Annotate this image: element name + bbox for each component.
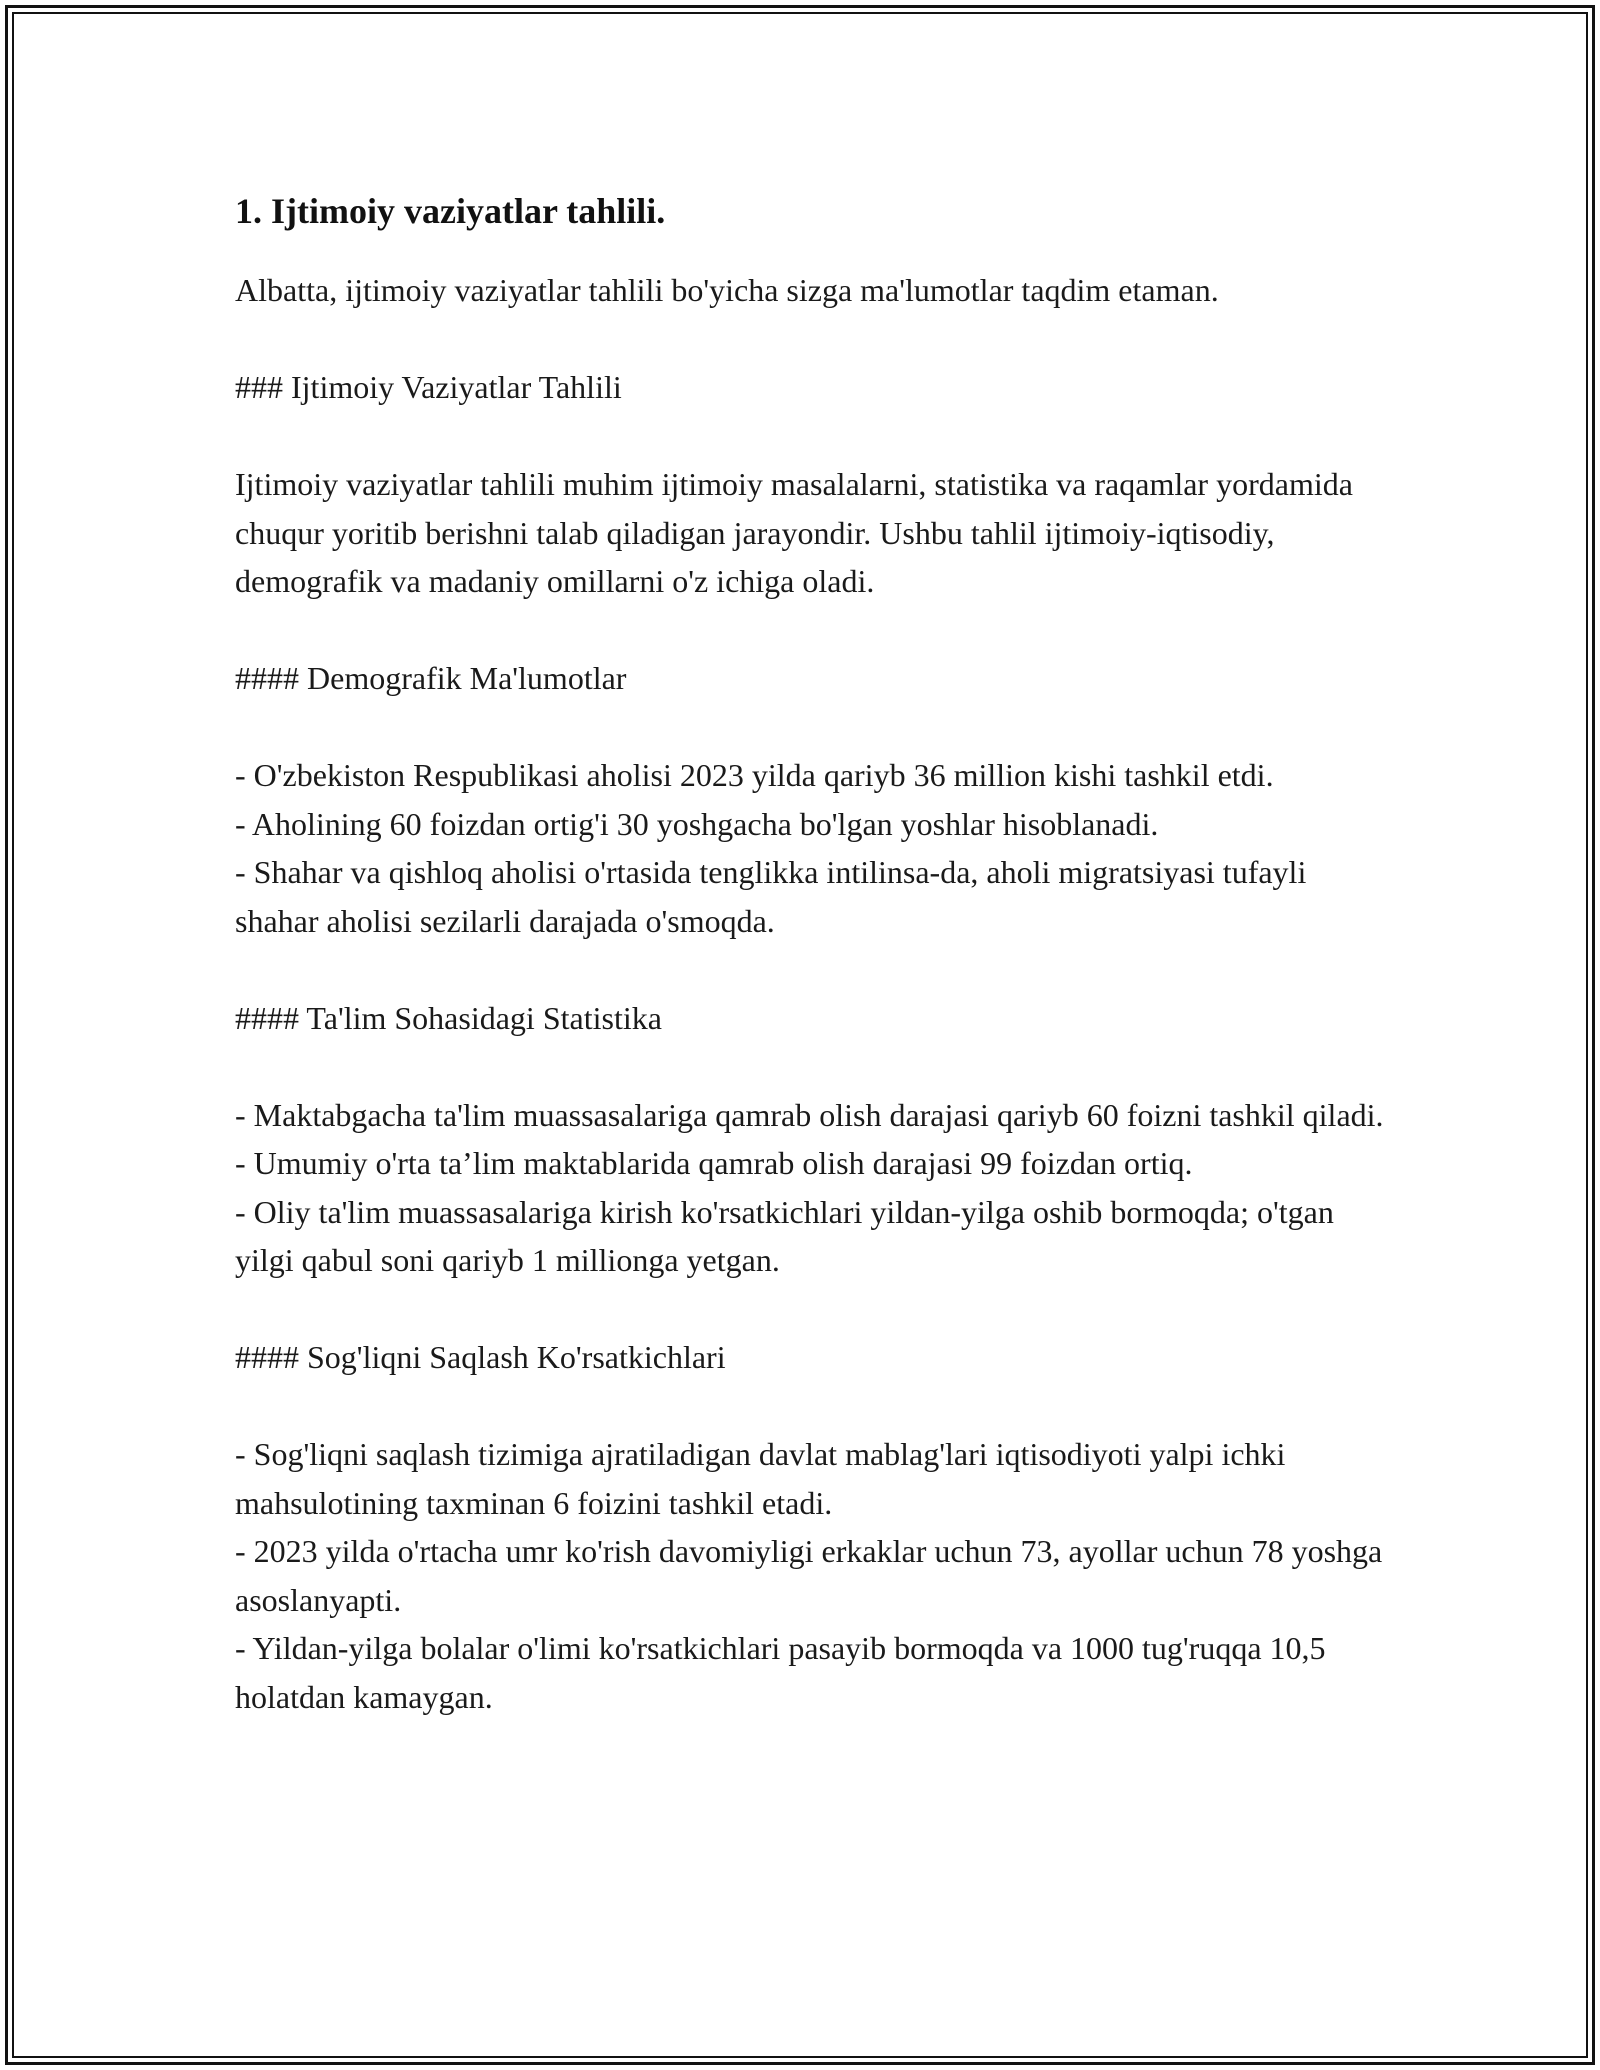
list-item: - O'zbekiston Respublikasi aholisi 2023 yilda qariyb 36 million kishi tashkil etdi. <box>235 757 1274 793</box>
list-item: - Sog'liqni saqlash tizimiga ajratiladigan davlat mablag'lari iqtisodiyoti yalpi ichki mahsulotining taxminan 6 foizini tashkil etadi. <box>235 1436 1294 1521</box>
spacer <box>235 1285 1385 1334</box>
list-item: - Maktabgacha ta'lim muassasalariga qamrab olish darajasi qariyb 60 foizni tashkil qiladi. <box>235 1096 1384 1133</box>
list-item: - Aholining 60 foizdan ortig'i 30 yoshgacha bo'lgan yoshlar hisoblanadi. <box>235 805 1159 842</box>
document-title: 1. Ijtimoiy vaziyatlar tahlili. <box>235 191 666 231</box>
overview-paragraph: Ijtimoiy vaziyatlar tahlili muhim ijtimoiy masalalarni, statistika va raqamlar yordamida chuqur yoritib berishni talab qiladigan jarayondir. Ushbu tahlil ijtimoiy-iqtisodiy, demografik va madaniy omillarni o'z ichiga oladi. <box>235 466 1361 599</box>
section-heading-education: #### Ta'lim Sohasidagi Statistika <box>235 999 662 1036</box>
section-heading-health: #### Sog'liqni Saqlash Ko'rsatkichlari <box>235 1339 726 1375</box>
intro-paragraph: Albatta, ijtimoiy vaziyatlar tahlili bo'yicha sizga ma'lumotlar taqdim etaman. <box>235 272 1219 308</box>
spacer <box>235 945 1385 994</box>
list-item: - 2023 yilda o'rtacha umr ko'rish davomiyligi erkaklar uchun 73, ayollar uchun 78 yoshga asoslanyapti. <box>235 1533 1391 1618</box>
spacer <box>235 606 1385 655</box>
document-body <box>235 186 1391 1721</box>
spacer <box>235 315 1385 364</box>
main-heading: ### Ijtimoiy Vaziyatlar Tahlili <box>235 369 622 405</box>
list-item: - Umumiy o'rta ta’lim maktablarida qamrab olish darajasi 99 foizdan ortiq. <box>235 1145 1193 1181</box>
spacer <box>235 1382 1385 1431</box>
section-heading-demographics: #### Demografik Ma'lumotlar <box>235 660 627 696</box>
list-item: - Oliy ta'lim muassasalariga kirish ko'rsatkichlari yildan-yilga oshib bormoqda; o'tgan yilgi qabul soni qariyb 1 millionga yetgan. <box>235 1193 1342 1278</box>
spacer <box>235 703 1385 752</box>
list-item: - Yildan-yilga bolalar o'limi ko'rsatkichlari pasayib bormoqda va 1000 tug'ruqqa 10,5 holatdan kamaygan. <box>235 1630 1334 1715</box>
list-item: - Shahar va qishloq aholisi o'rtasida tenglikka intilinsa-da, aholi migratsiyasi tufayli shahar aholisi sezilarli darajada o'smoqda. <box>235 854 1315 939</box>
spacer <box>235 1042 1385 1091</box>
spacer <box>235 412 1385 461</box>
